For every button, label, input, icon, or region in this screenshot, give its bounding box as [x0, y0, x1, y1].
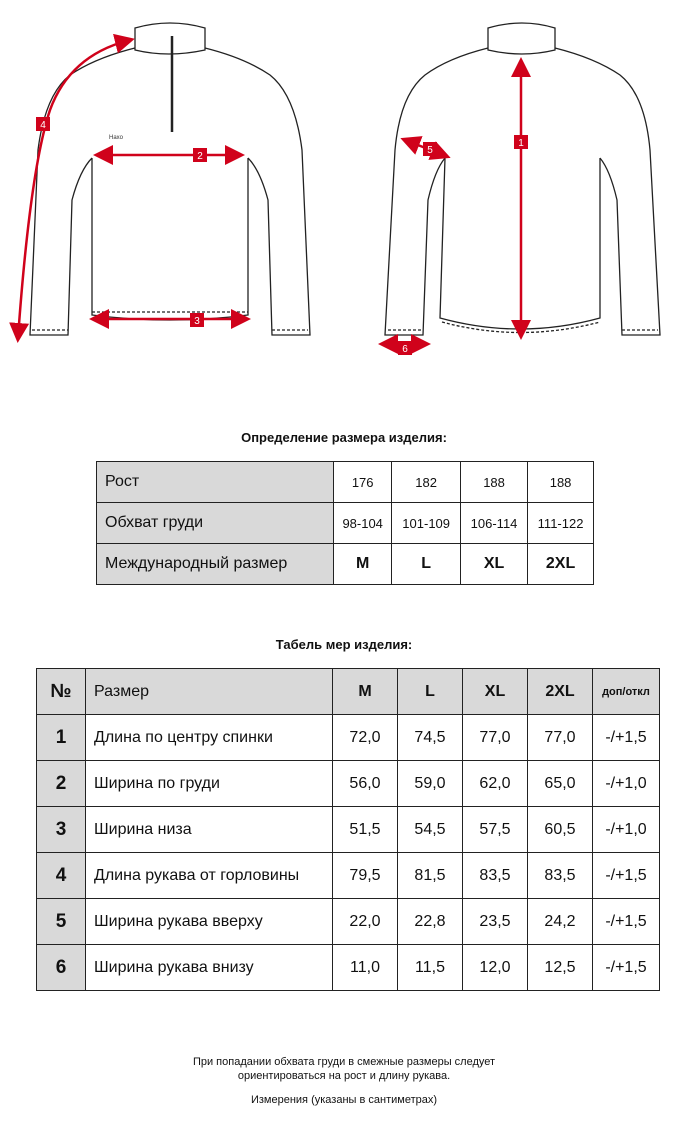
cell: 22,0 — [333, 899, 398, 945]
tolerance-cell: -/+1,5 — [593, 853, 660, 899]
cell: 54,5 — [398, 807, 463, 853]
tolerance-cell: -/+1,0 — [593, 761, 660, 807]
cell: 65,0 — [528, 761, 593, 807]
cell: 81,5 — [398, 853, 463, 899]
cell: 56,0 — [333, 761, 398, 807]
header-size: 2XL — [528, 669, 593, 715]
header-num: № — [37, 669, 86, 715]
svg-text:5: 5 — [427, 145, 433, 156]
header-size: L — [398, 669, 463, 715]
table-row — [37, 761, 660, 807]
row-name: Ширина рукава внизу — [86, 945, 333, 991]
row-num: 1 — [37, 715, 86, 761]
cell: 24,2 — [528, 899, 593, 945]
measure-arrow-4 — [18, 40, 130, 338]
garment-diagram — [0, 0, 688, 370]
cell: 77,0 — [528, 715, 593, 761]
cell: 12,0 — [463, 945, 528, 991]
svg-text:3: 3 — [194, 316, 200, 327]
cell: 74,5 — [398, 715, 463, 761]
logo-text: Haxo — [109, 135, 124, 141]
cell: 79,5 — [333, 853, 398, 899]
tolerance-cell: -/+1,5 — [593, 945, 660, 991]
cell: 60,5 — [528, 807, 593, 853]
cell: 188 — [460, 462, 527, 503]
cell: 22,8 — [398, 899, 463, 945]
marker-tag-5 — [423, 142, 437, 156]
cell: 182 — [392, 462, 461, 503]
cell: XL — [460, 544, 527, 585]
table-row — [97, 462, 594, 503]
measurements-title: Табель мер изделия: — [275, 637, 413, 652]
svg-text:1: 1 — [518, 138, 524, 149]
marker-tag-1 — [514, 135, 528, 149]
table-header-row — [37, 669, 660, 715]
size-definition-title: Определение размера изделия: — [241, 430, 447, 445]
table-row — [37, 853, 660, 899]
row-num: 2 — [37, 761, 86, 807]
cell: M — [334, 544, 392, 585]
row-name: Ширина рукава вверху — [86, 899, 333, 945]
cell: 98-104 — [334, 503, 392, 544]
back-view — [385, 23, 660, 335]
header-size: M — [333, 669, 398, 715]
cell: 11,0 — [333, 945, 398, 991]
row-num: 3 — [37, 807, 86, 853]
cell: 83,5 — [528, 853, 593, 899]
row-name: Длина по центру спинки — [86, 715, 333, 761]
cell: 188 — [528, 462, 594, 503]
table-row — [97, 544, 594, 585]
cell: 72,0 — [333, 715, 398, 761]
header-tolerance: доп/откл — [593, 669, 660, 715]
marker-tag-2 — [193, 148, 207, 162]
svg-text:6: 6 — [402, 344, 408, 355]
cell: 12,5 — [528, 945, 593, 991]
cell: 62,0 — [463, 761, 528, 807]
cell: 2XL — [528, 544, 594, 585]
footer-units-note: Измерения (указаны в сантиметрах) — [250, 1094, 438, 1106]
cell: 51,5 — [333, 807, 398, 853]
header-name: Размер — [86, 669, 333, 715]
row-num: 4 — [37, 853, 86, 899]
cell: 83,5 — [463, 853, 528, 899]
row-name: Длина рукава от горловины — [86, 853, 333, 899]
row-num: 5 — [37, 899, 86, 945]
table-row — [37, 945, 660, 991]
marker-tag-6 — [398, 341, 412, 355]
cell: 77,0 — [463, 715, 528, 761]
footer-note-line-2: ориентироваться на рост и длину рукава. — [237, 1070, 451, 1082]
cell: 176 — [334, 462, 392, 503]
size-definition-table — [96, 461, 594, 585]
tolerance-cell: -/+1,5 — [593, 899, 660, 945]
marker-tag-3 — [190, 313, 204, 327]
cell: 101-109 — [392, 503, 461, 544]
tolerance-cell: -/+1,5 — [593, 715, 660, 761]
cell: 106-114 — [460, 503, 527, 544]
front-view — [30, 23, 310, 335]
row-label: Международный размер — [97, 544, 334, 585]
svg-text:4: 4 — [40, 120, 46, 131]
row-name: Ширина по груди — [86, 761, 333, 807]
table-row — [37, 899, 660, 945]
row-name: Ширина низа — [86, 807, 333, 853]
cell: 57,5 — [463, 807, 528, 853]
svg-text:2: 2 — [197, 151, 203, 162]
cell: L — [392, 544, 461, 585]
cell: 111-122 — [528, 503, 594, 544]
tolerance-cell: -/+1,0 — [593, 807, 660, 853]
row-label: Обхват груди — [97, 503, 334, 544]
row-num: 6 — [37, 945, 86, 991]
marker-tag-4 — [36, 117, 50, 131]
header-size: XL — [463, 669, 528, 715]
table-row — [97, 503, 594, 544]
table-row — [37, 715, 660, 761]
row-label: Рост — [97, 462, 334, 503]
footer-note-line-1: При попадании обхвата груди в смежные размеры следует — [192, 1056, 496, 1068]
cell: 11,5 — [398, 945, 463, 991]
measurements-table — [36, 668, 660, 991]
cell: 23,5 — [463, 899, 528, 945]
table-row — [37, 807, 660, 853]
cell: 59,0 — [398, 761, 463, 807]
